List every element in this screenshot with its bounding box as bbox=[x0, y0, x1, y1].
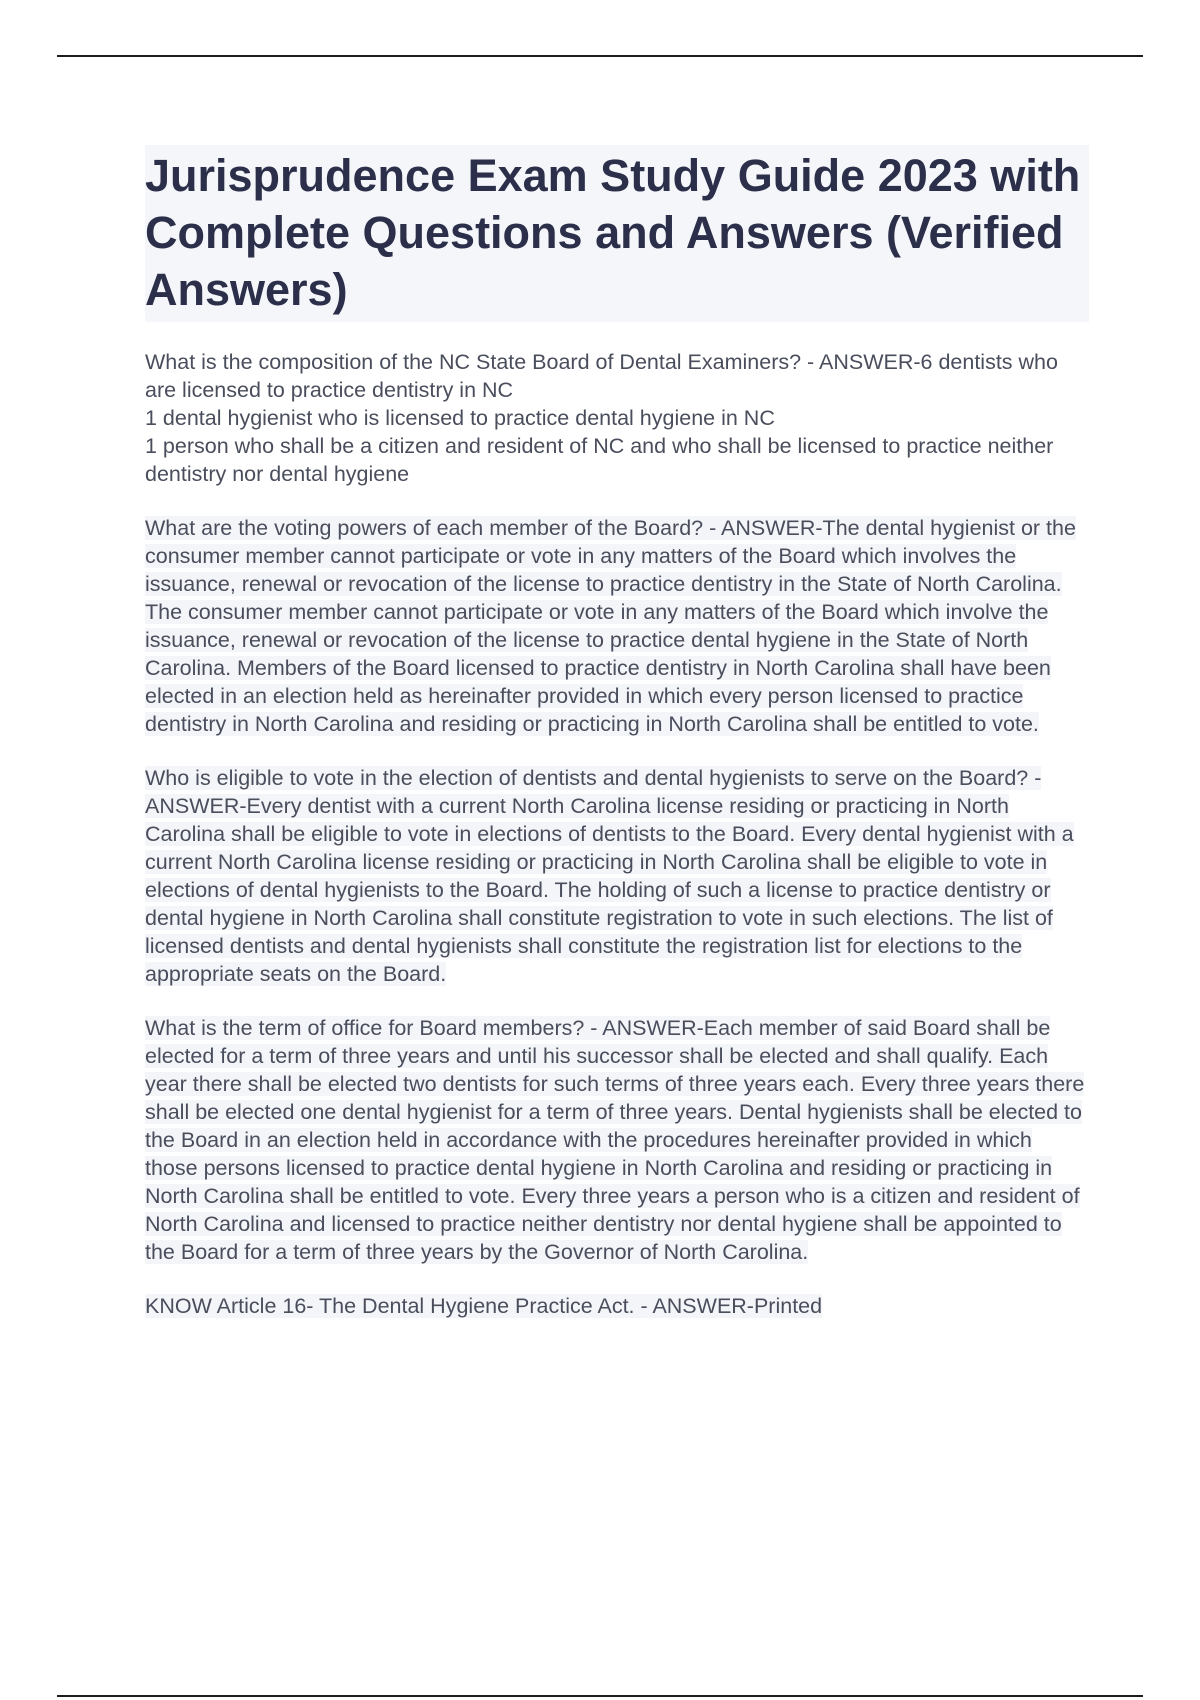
qa-line: 1 dental hygienist who is licensed to practice dental hygiene in NC bbox=[145, 406, 775, 430]
qa-item-term-of-office bbox=[145, 1014, 1089, 1266]
qa-item-composition bbox=[145, 348, 1089, 488]
qa-item-eligibility bbox=[145, 764, 1089, 988]
footer-rule bbox=[57, 1695, 1143, 1697]
qa-line: 1 person who shall be a citizen and resident of NC and who shall be licensed to practice neither dentistry nor dental hygiene bbox=[145, 434, 1054, 486]
qa-item-voting-powers bbox=[145, 514, 1089, 738]
qa-text: KNOW Article 16- The Dental Hygiene Practice Act. - ANSWER-Printed bbox=[145, 1294, 823, 1318]
qa-text: What is the term of office for Board members? - ANSWER-Each member of said Board shall be elected for a term of three years and until his successor shall be elected and shall qualify. Each year there shall be elected two dentists for such terms of three years each. Every three years there shall be elected one dental hygienist for a term of three years. Dental hygienists shall be elected to the Board in an election held in accordance with the procedures hereinafter provided in which those persons licensed to practice dental hygiene in North Carolina and residing or practicing in North Carolina shall be entitled to vote. Every three years a person who is a citizen and resident of North Carolina and licensed to practice neither dentistry nor dental hygiene shall be appointed to the Board for a term of three years by the Governor of North Carolina. bbox=[145, 1016, 1085, 1264]
qa-text: Who is eligible to vote in the election of dentists and dental hygienists to serve on the Board? - ANSWER-Every dentist with a current North Carolina license residing or practicing in North Carolina shall be eligible to vote in elections of dentists to the Board. Every dental hygienist with a current North Carolina license residing or practicing in North Carolina shall be eligible to vote in elections of dental hygienists to the Board. The holding of such a license to practice dentistry or dental hygiene in North Carolina shall constitute registration to vote in such elections. The list of licensed dentists and dental hygienists shall constitute the registration list for elections to the appropriate seats on the Board. bbox=[145, 766, 1074, 986]
qa-line: What is the composition of the NC State Board of Dental Examiners? - ANSWER-6 dentists who are licensed to practice dentistry in NC bbox=[145, 350, 1058, 402]
document-title: Jurisprudence Exam Study Guide 2023 with Complete Questions and Answers (Verified Answers) bbox=[145, 150, 1081, 315]
document-body bbox=[145, 145, 1089, 1346]
qa-item-article-16 bbox=[145, 1292, 1089, 1320]
qa-text: What are the voting powers of each member of the Board? - ANSWER-The dental hygienist or the consumer member cannot participate or vote in any matters of the Board which involves the issuance, renewal or revocation of the license to practice dentistry in the State of North Carolina. The consumer member cannot participate or vote in any matters of the Board which involve the issuance, renewal or revocation of the license to practice dental hygiene in the State of North Carolina. Members of the Board licensed to practice dentistry in North Carolina shall have been elected in an election held as hereinafter provided in which every person licensed to practice dentistry in North Carolina and residing or practicing in North Carolina shall be entitled to vote. bbox=[145, 516, 1076, 736]
title-block bbox=[145, 145, 1089, 322]
header-rule bbox=[57, 55, 1143, 57]
